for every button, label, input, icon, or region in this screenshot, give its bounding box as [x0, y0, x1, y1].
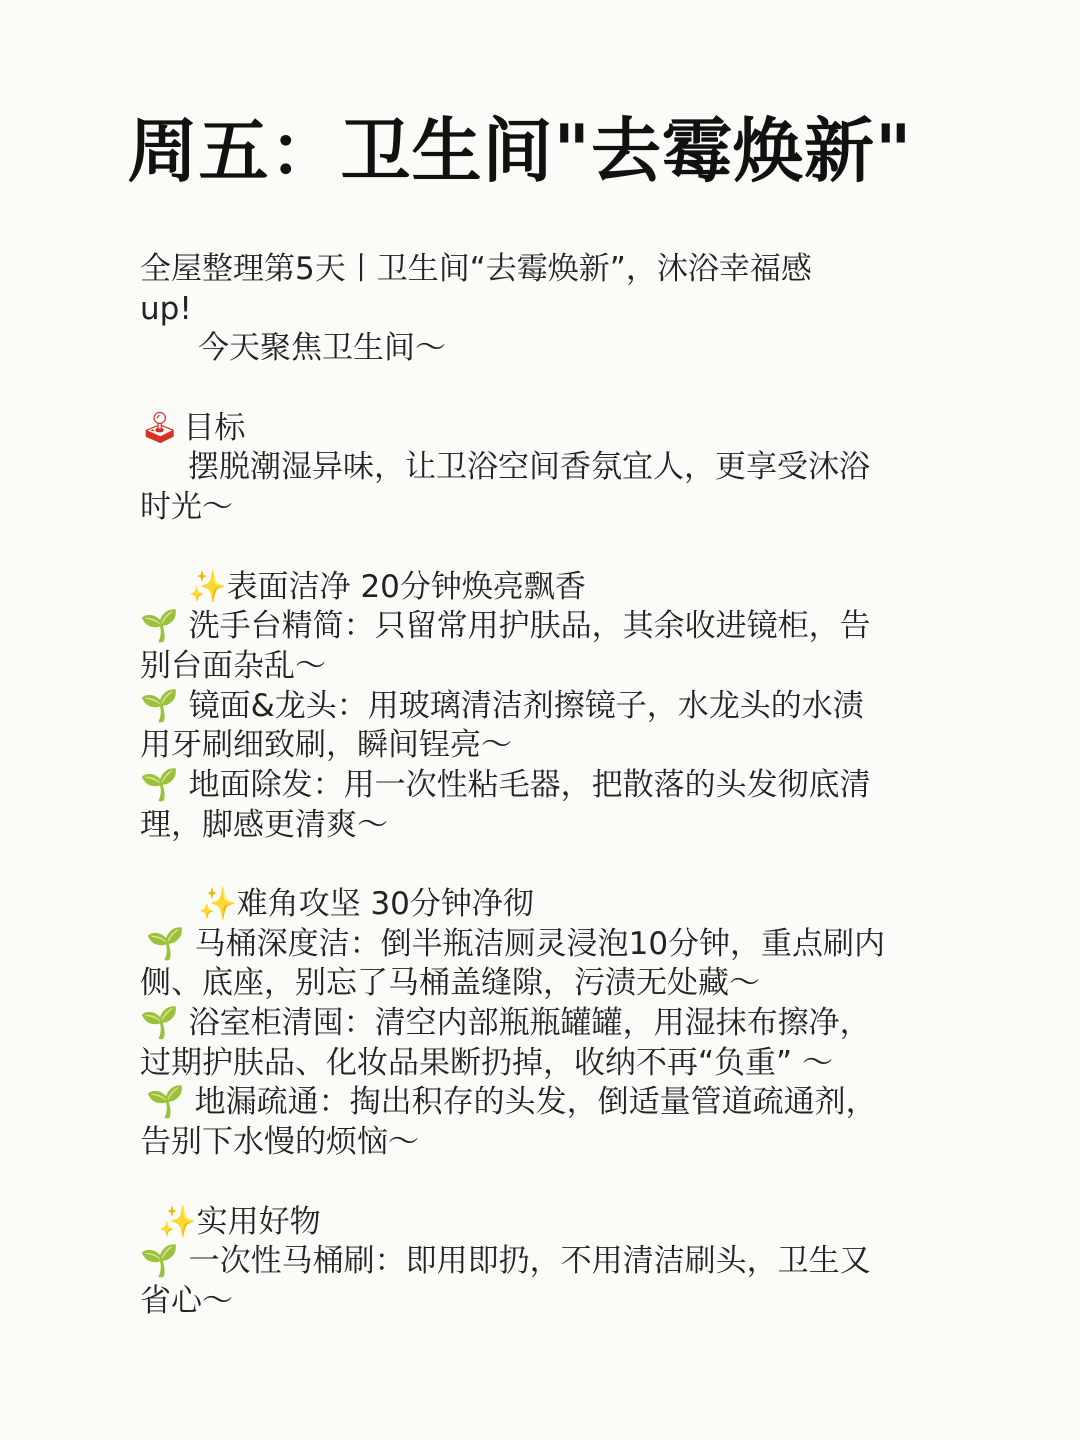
joystick-icon: 🕹	[140, 409, 180, 446]
list-item-continuation: 侧、底座，别忘了马桶盖缝隙，污渍无处藏～	[140, 965, 760, 1002]
list-item-text: 浴室柜清囤：清空内部瓶瓶罐罐，用湿抹布擦净，	[188, 1005, 871, 1042]
goal-text: 时光～	[140, 489, 233, 526]
list-item-text: 马桶深度洁：倒半瓶洁厕灵浸泡10分钟，重点刷内	[194, 925, 886, 962]
section-heading	[140, 568, 930, 608]
list-item-continuation: 理，脚感更清爽～	[140, 806, 388, 843]
sparkle-icon: ✨	[188, 568, 227, 605]
intro-line: 全屋整理第5天丨卫生间“去霉焕新”，沐浴幸福感	[140, 251, 812, 287]
list-item	[140, 1004, 930, 1044]
list-item-continuation: 过期护肤品、化妆品果断扔掉，收纳不再“负重” ～	[140, 1044, 833, 1081]
list-item-continuation: 省心～	[140, 1282, 233, 1319]
list-item-text: 镜面&龙头：用玻璃清洁剂擦镜子，水龙头的水渍	[188, 687, 864, 724]
list-item-text: 地漏疏通：掏出积存的头发，倒适量管道疏通剂，	[194, 1084, 877, 1121]
list-item	[140, 766, 930, 806]
list-item	[140, 1242, 930, 1282]
sprout-icon: 🌱	[140, 687, 179, 724]
goal-text: 摆脱潮湿异味，让卫浴空间香氛宜人，更享受沐浴	[188, 449, 870, 486]
sparkle-icon: ✨	[158, 1203, 197, 1240]
sparkle-icon: ✨	[198, 886, 237, 922]
intro-line: up!	[140, 290, 192, 327]
sprout-icon: 🌱	[146, 925, 185, 962]
section-heading	[140, 1203, 930, 1243]
list-item-continuation: 用牙刷细致刷，瞬间锃亮～	[140, 727, 512, 764]
list-item-continuation: 别台面杂乱～	[140, 647, 326, 684]
section-heading	[140, 885, 930, 925]
section-heading-text: 难角攻坚 30分钟净彻	[236, 886, 534, 922]
list-item-text: 洗手台精简：只留常用护肤品，其余收进镜柜，告	[188, 608, 871, 645]
sprout-icon: 🌱	[140, 1243, 179, 1280]
sprout-icon: 🌱	[146, 1084, 185, 1121]
list-item-text: 一次性马桶刷：即用即扔，不用清洁刷头，卫生又	[188, 1243, 871, 1280]
section-heading-text: 表面洁净 20分钟焕亮飘香	[226, 568, 586, 605]
sprout-icon: 🌱	[140, 766, 179, 803]
sprout-icon: 🌱	[140, 608, 179, 645]
page-title: 周五：卫生间"去霉焕新"	[127, 110, 913, 192]
goal-heading	[140, 409, 930, 449]
list-item	[140, 1083, 930, 1123]
post-body	[140, 250, 930, 1322]
list-item	[140, 687, 930, 727]
list-item-text: 地面除发：用一次性粘毛器，把散落的头发彻底清	[188, 766, 871, 803]
intro-line: 今天聚焦卫生间～	[198, 330, 446, 367]
list-item	[140, 607, 930, 647]
sprout-icon: 🌱	[140, 1005, 179, 1042]
list-item	[140, 925, 930, 965]
list-item-continuation: 告别下水慢的烦恼～	[140, 1124, 419, 1161]
goal-heading-text: 目标	[183, 409, 246, 446]
section-heading-text: 实用好物	[196, 1203, 321, 1240]
